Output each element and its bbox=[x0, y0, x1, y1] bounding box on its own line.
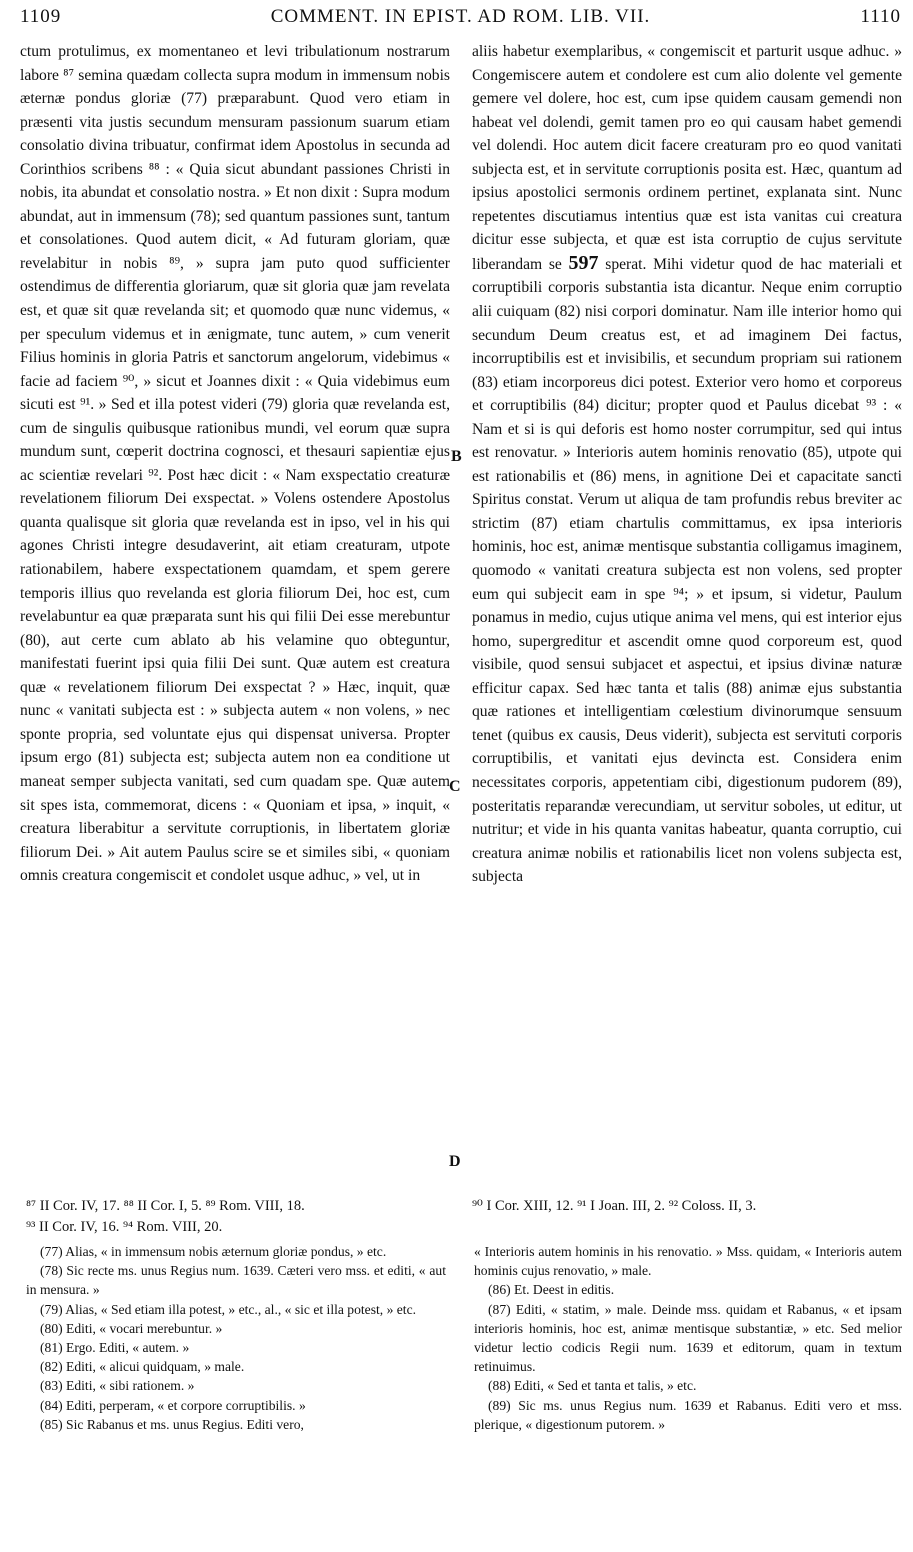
footnote: (78) Sic recte ms. unus Regius num. 1639. Cæteri vero mss. et editi, « aut in mensura. » bbox=[26, 1263, 446, 1298]
reference-line: ⁹³ II Cor. IV, 16. ⁹⁴ Rom. VIII, 20. bbox=[26, 1219, 223, 1235]
running-title: COMMENT. IN EPIST. AD ROM. LIB. VII. bbox=[270, 6, 651, 27]
right-column-paragraph bbox=[472, 40, 902, 889]
footnote: (79) Alias, « Sed etiam illa potest, » etc., al., « sic et illa potest, » etc. bbox=[40, 1301, 417, 1317]
left-column-paragraph: ctum protulimus, ex momentaneo et levi tribulationum nostrarum labore ⁸⁷ semina quædam collecta supra modum in immensum nobis æternæ pondus gloriæ (77) præparabunt. Quod vero etiam in præsenti vita justis secundum mensuram passionum suarum etiam consolatio divina tribuatur, confirmat idem Apostolus in secunda ad Corinthios scribens ⁸⁸ : « Quia sicut abundant passiones Christi in nobis, ita abundat et consolatio nostra. » Et non dixit : Supra modum abundat, aut in immensum (78); sed quantum passiones sunt, tantum et consolationes. Quod autem dicit, « Ad futuram gloriam, quæ revelabitur in nobis ⁸⁹, » supra jam puto quod sufficienter ostendimus de differentia gloriarum, quæ sit gloria quæ jam revelata est, et quæ sit quæ revelanda sit; et quomodo quæ nunc videmus, « per speculum videmus et in ænigmate, tunc autem, » cum venerit Filius hominis in gloria Patris et sanctorum angelorum, videbimus « facie ad faciem ⁹⁰, » sicut et Joannes dixit : « Quia videbimus eum sicuti est ⁹¹. » Sed et illa potest videri (79) gloria quæ revelanda est, cum de singulis quibusque rationibus mundi, vel eorum quæ supra mundum sunt, cœperit doctrina cognosci, et thesauri sapientiæ ejus ac scientiæ revelari ⁹². Post hæc dicit : « Nam exspectatio creaturæ revelationem filiorum Dei exspectat. » Volens ostendere Apostolus quanta qualisque sit gloria quæ revelanda est in ipso, vel in his qui agones Christi integre desudaverint, ait etiam creaturam, utpote rationabilem, habere exspectationem quamdam, et spem gerere temporis illius quo revelanda est gloria filiorum Dei, hoc est, cum revelabuntur ea quæ præparata sunt his qui filii Dei esse merebuntur (80), aut certe cum ablato ab his velamine quo obteguntur, manifestati fuerint ipsi quia filii Dei sunt. Quæ autem est creatura quæ « revelationem filiorum Dei exspectat ? » Hæc, inquit, quæ nunc « vanitati subjecta est : » subjecta autem « non volens, » nec sponte propria, sed voluntate ejus qui dispensat universa. Propter ipsum ergo (81) subjecta est; subjecta autem non ea conditione ut maneat semper subjecta vanitati, sed cum quadam spe. Quæ autem sit spes ista, commemorat, dicens : « Quoniam et ipsa, » inquit, « creatura liberabitur a servitute corruptionis, in libertatem gloriæ filiorum Dei. » Ait autem Paulus scire se et similes sibi, « quoniam omnis creatura congemiscit et condolet usque adhuc, » vel, ut in bbox=[20, 43, 450, 885]
footnote: (87) Editi, « statim, » male. Deinde mss. quidam et Rabanus, « et ipsam interioris hominis, hoc est, animæ mentisque substantiæ, » etc. Sed melior videtur lectio codicis Regii num. 1639 et editorum, quam in textum retinuimus. bbox=[474, 1301, 902, 1375]
footnotes-left bbox=[26, 1242, 446, 1434]
column-marker-b: B bbox=[451, 448, 462, 465]
running-header bbox=[20, 6, 901, 34]
right-page-number: 1110 bbox=[860, 6, 901, 27]
migne-page-marker: 597 bbox=[568, 251, 599, 274]
footnote-continuation: « Interioris autem hominis in his renovatio. » Mss. quidam, « Interioris autem hominis cujus renovatio, » male. bbox=[474, 1244, 902, 1279]
right-text-part-1: aliis habetur exemplaribus, « congemiscit et parturit usque adhuc. » Congemiscere autem et condolere est cum alio dolente vel gemente gemere vel dolere, hoc est, cum ipse quidem causam gemendi non habeat vel dolendi, gemit tamen pro eo qui causam habet gemendi vel dolendi. Hoc autem dicit facere creaturam pro eo quod vanitati subjecta est, et in servitute corruptionis posita est. Hæc, quantum ad ipsius apostolici sermonis ordinem pertinet, explanata sint. Nunc repetentes discutiamus intentius quæ est ista vanitas cui creatura dicitur esse subjecta, et quæ est ista corruptio de cujus servitute liberandam se bbox=[472, 43, 902, 273]
left-text-column bbox=[20, 40, 450, 888]
footnote: (82) Editi, « alicui quidquam, » male. bbox=[40, 1359, 245, 1375]
footnote: (80) Editi, « vocari merebuntur. » bbox=[40, 1320, 223, 1336]
right-text-column bbox=[472, 40, 902, 889]
scripture-references-right bbox=[472, 1196, 902, 1217]
scripture-references-left bbox=[26, 1196, 456, 1238]
footnote: (89) Sic ms. unus Regius num. 1639 et Rabanus. Editi vero et mss. plerique, « digestionum putorem. » bbox=[474, 1397, 902, 1432]
footnote: (84) Editi, perperam, « et corpore corruptibilis. » bbox=[40, 1397, 306, 1413]
footnotes-right bbox=[474, 1242, 902, 1434]
footnote: (81) Ergo. Editi, « autem. » bbox=[40, 1340, 190, 1356]
left-page-number: 1109 bbox=[20, 6, 62, 27]
reference-line: ⁸⁷ II Cor. IV, 17. ⁸⁸ II Cor. I, 5. ⁸⁹ Rom. VIII, 18. bbox=[26, 1198, 305, 1214]
column-marker-d: D bbox=[449, 1153, 461, 1170]
footnote: (77) Alias, « in immensum nobis æternum gloriæ pondus, » etc. bbox=[40, 1244, 387, 1259]
reference-line: ⁹⁰ I Cor. XIII, 12. ⁹¹ I Joan. III, 2. ⁹² Coloss. II, 3. bbox=[472, 1198, 757, 1214]
footnote: (83) Editi, « sibi rationem. » bbox=[40, 1378, 195, 1394]
footnote: (85) Sic Rabanus et ms. unus Regius. Editi vero, bbox=[40, 1416, 304, 1432]
right-text-part-2: sperat. Mihi videtur quod de hac materiali et corruptibili corporis substantia ista dicantur. Neque enim corruptio alii cuiquam (82) nisi corpori dominatur. Nam ille interior homo qui secundum Deum creatus est, et ad imaginem Dei factus, incorruptibilis est et invisibilis, et secundum propriam sui rationem (83) etiam incorporeus dici potest. Exterior vero homo et corporeus et corruptibilis (84) dicitur; propter quod et Paulus dicebat ⁹³ : « Nam et si is qui deforis est homo noster corrumpitur, sed qui intus est renovatur. » Interioris autem hominis renovatio (85), utpote qui est rationabilis et (86) mens, in agnitione Dei et capacitate sancti Spiritus constat. Verum ut aliqua de tam profundis rebus breviter ac strictim (87) etiam chartulis committamus, ex ipsa interioris hominis, hoc est, animæ mentisque substantia colligamus imaginem, quomodo « vanitati creatura subjecta est non volens, sed propter eum qui subjecit eam in spe ⁹⁴; » et ipsum, si videtur, Paulum ponamus in medio, cujus utique anima vel mens, qui est interior ejus homo, supergreditur et ascendit omne quod corporeum est, quod visibile, quod sensui subjacet et aspectui, et ipsius divinæ naturæ efficitur capax. Sed hæc tanta et talis (88) animæ ejus substantia quæ rationes et intelligentiam cœlestium divinorumque sensuum tenet (quibus ex causis, Deus viderit), subjecta est servituti corporis corruptibilis, et vanitati ejus devincta est. Considera enim necessitates corporis, appetentiam cibi, digestionum pudorem (89), posteritatis reparandæ verecundiam, ut servitur soboles, ut editur, ut nutritur; et vide in his quanta vanitas habeatur, quanta corruptio, cui creatura animæ nobilis et rationabilis licet non volens subjecta est, subjecta bbox=[472, 255, 902, 886]
column-marker-c: C bbox=[449, 778, 461, 795]
footnote: (86) Et. Deest in editis. bbox=[488, 1282, 615, 1298]
footnote: (88) Editi, « Sed et tanta et talis, » etc. bbox=[488, 1378, 697, 1394]
